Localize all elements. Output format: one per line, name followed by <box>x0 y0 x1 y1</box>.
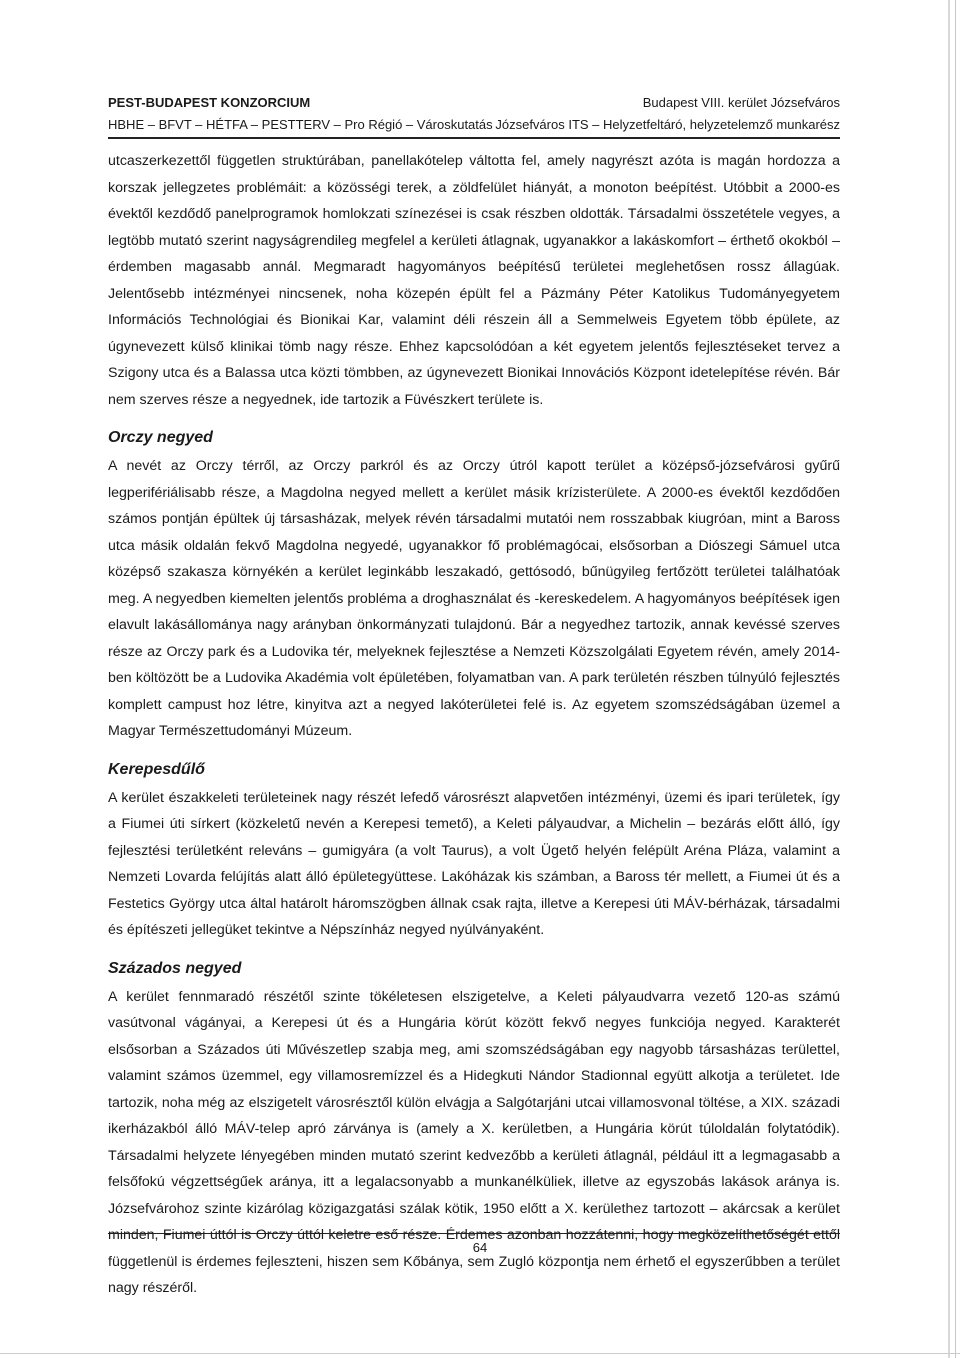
section-heading-szazados: Százados negyed <box>108 959 242 977</box>
section-paragraph-szazados: A kerület fennmaradó részétől szinte tökéletesen elszigetelve, a Keleti pályaudvarra vezető 120-as számú vasútvonal vágányai, a Kerepesi út és a Hungária körút között fekvő negyes funkciója negyed. Karakterét elsősorban a Százados úti Művészetlep szabja meg, ami szomszédságában egy nagyobb társasházas területtel, valamint számos üzemmel, egy villamosremízzel és a Hidegkuti Nándor Stadionnal együtt alkotja a területet. Ide tartozik, noha még az elszigetelt városrésztől külön elvágja a Salgótarjáni utcai villamosvonal töltése, a XIX. századi ikerházakból álló MÁV-telep apró zárványa is (amely a X. kerületben, a Hungária körút túloldalán folytatódik). Társadalmi helyzete lényegében minden mutató szerint kedvezőbb a kerületi átlagnál, például itt a legmagasabb a felsőfokú végzettségűek aránya, itt a legalacsonyabb a munkanélküliek, illetve az egyszobás lakások aránya is. Józsefvárohoz szinte kizárólag közigazgatási szálak kötik, 1950 előtt a X. kerülethez tartozott – akárcsak a kerület minden, Fiumei úttól is Orczy úttól keletre eső része. Érdemes azonban hozzátenni, hogy megközelíthetőségét ettől függetlenül is érdemes fejleszteni, hiszen sem Kőbánya, sem Zugló központja nem érhető el egyszerűbben a terület nagy részéről. <box>108 988 840 1296</box>
footer-divider <box>108 1233 840 1234</box>
header-doc: Józsefváros ITS – Helyzetfeltáró, helyzetelemző munkarész <box>495 117 840 132</box>
scan-edge-line-outer <box>955 0 956 1358</box>
section-paragraph-orczy: A nevét az Orczy térről, az Orczy parkról és az Orczy útról kapott terület a középső-józsefvárosi gyűrű legperifériálisabb része, a Magdolna negyed mellett a kerület másik krízisterülete. A 2000-es évektől kezdődően számos pontján épültek új társasházak, melyek révén társadalmi mutatói nem rosszabbak kiugróan, mint a Baross utca másik oldalán fekvő Magdolna negyedé, ugyanakkor fő problémagócai, elsősorban a Diószegi Sámuel utca középső szakasza környékén a kerület leginkább leszakadó, gettósodó, bűnügyileg fertőzött területei találhatóak meg. A negyedben kiemelten jelentős probléma a droghasználat és -kereskedelem. A hagyományos beépítések igen elavult lakásállománya nagy arányban önkormányzati tulajdonú. Bár a negyedhez tartozik, annak kevéssé szerves része az Orczy park és a Ludovika tér, melyeknek fejlesztése a Nemzeti Közszolgálati Egyetem révén, amely 2014-ben költözött be a Ludovika Akadémia volt épületében, folyamatban van. A park területén részben túlnyúló fejlesztés komplett campust hoz létre, kinyitva azt a negyed lakóterületei felé is. Az egyetem szomszédságában üzemel a Magyar Természettudományi Múzeum. <box>108 458 840 739</box>
header-divider <box>108 137 840 139</box>
scan-bottom-line <box>0 1353 960 1354</box>
page-body <box>108 148 840 1302</box>
header-partners: HBHE – BFVT – HÉTFA – PESTTERV – Pro Régió – Városkutatás <box>108 117 493 132</box>
header-location: Budapest VIII. kerület Józsefváros <box>642 95 840 110</box>
scan-edge-line <box>948 0 950 1358</box>
header-left <box>108 92 493 136</box>
intro-paragraph: utcaszerkezettől független struktúrában, panellakótelep váltotta fel, amely nagyrészt azóta is magán hordozza a korszak jellegzetes problémáit: a közösségi terek, a zöldfelület hiányát, a monoton beépítést. Utóbbit a 2000-es évektől kezdődő panelprogramok homlokzati színezései is csak részben oldották. Társadalmi összetétele vegyes, a legtöbb mutató szerint nagyságrendileg megfelel a kerületi átlagnak, ugyanakkor a lakáskomfort – érthető okokból – érdemben magasabb annál. Megmaradt hagyományos beépítésű területei meglehetősen rossz állagúak. Jelentősebb intézményei nincsenek, noha közepén épült fel a Pázmány Péter Katolikus Tudományegyetem Információs Technológiai és Bionikai Kar, valamint déli részein áll a Semmelweis Egyetem több épülete, az úgynevezett külső klinikai tömb nagy része. Ehhez kapcsolódóan a két egyetem jelentős fejlesztéseket tervez a Szigony utca és a Balassa utca közti tömbben, az úgynevezett Bionikai Innovációs Központ idetelepítése révén. Bár nem szerves része a negyednek, ide tartozik a Füvészkert területe is. <box>108 153 840 408</box>
section-heading-orczy: Orczy negyed <box>108 429 213 446</box>
header-org: PEST-BUDAPEST KONZORCIUM <box>108 95 311 110</box>
page-number: 64 <box>472 1240 488 1255</box>
section-heading-kerepesdulo: Kerepesdűlő <box>108 760 205 778</box>
section-paragraph-kerepesdulo: A kerület északkeleti területeinek nagy részét lefedő városrészt alapvetően intézményi, üzemi és ipari területek, így a Fiumei úti sírkert (közkeletű nevén a Kerepesi temető), a Keleti pályaudvar, a Michelin – bezárás előtt álló, így fejlesztési területként releváns – gumigyára (a volt Taurus), a volt Ügető helyén felépült Aréna Pláza, valamint a Nemzeti Lovarda felújítás alatt álló épületegyüttese. Lakóházak kis számban, a Baross tér mellett, a Fiumei út és a Festetics György utca által határolt háromszögben állnak csak rajta, illetve a Kerepesi úti MÁV-bérházak, társadalmi és építészeti jellegüket tekintve a Népszínház negyed nyúlványaként. <box>108 789 840 938</box>
header-right <box>495 92 840 136</box>
